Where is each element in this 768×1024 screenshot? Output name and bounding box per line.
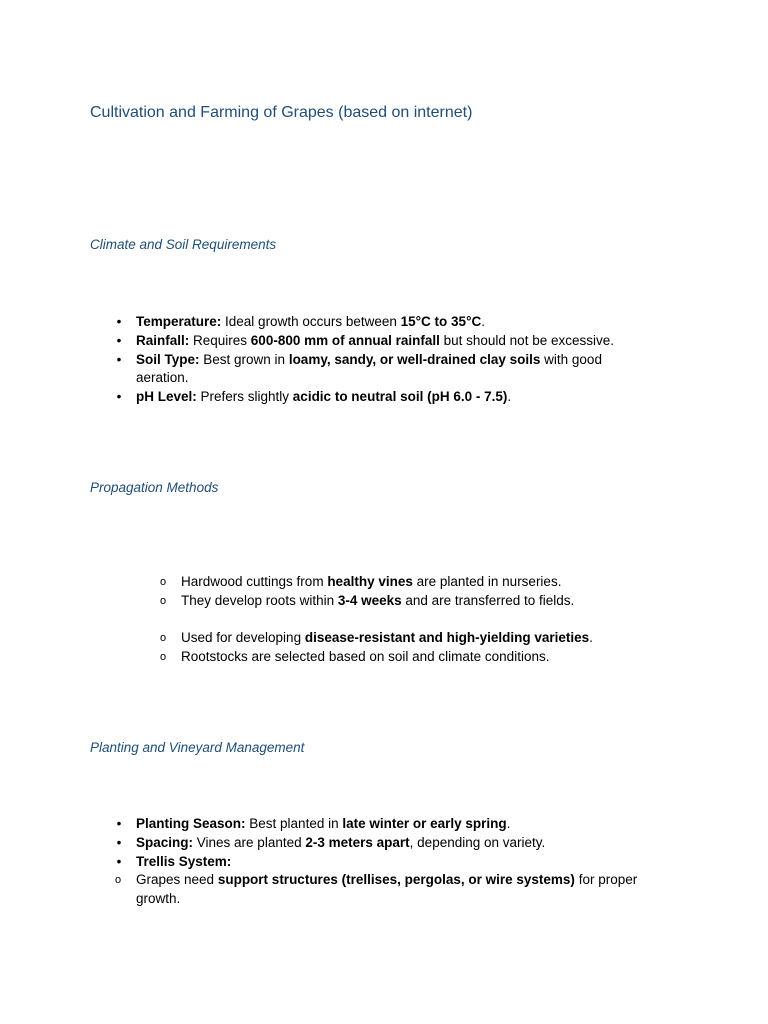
- item-text: Requires: [189, 332, 251, 348]
- item-label: Rainfall:: [136, 332, 190, 348]
- list-item-soil-type: [116, 351, 656, 389]
- item-bold-text: healthy vines: [327, 574, 413, 589]
- circle-marker: o: [159, 594, 167, 607]
- list-item-planting-season: [116, 815, 656, 834]
- bullet-marker: •: [116, 834, 122, 850]
- item-bold-text: late winter or early spring: [342, 816, 507, 831]
- list-item: [159, 592, 681, 611]
- circle-marker: o: [159, 576, 167, 588]
- bullet-marker: •: [116, 351, 122, 367]
- item-text: Ideal growth occurs between: [221, 314, 401, 329]
- list-item-spacing: [116, 834, 656, 853]
- item-bold-text: support structures (trellises, pergolas, or wire systems): [217, 872, 575, 888]
- item-text: .: [589, 630, 593, 645]
- item-text: Prefers slightly: [196, 389, 293, 405]
- item-text: .: [507, 389, 512, 405]
- section-heading-climate: Climate and Soil Requirements: [90, 237, 277, 252]
- propagation-list-2: [159, 629, 681, 667]
- item-label: Spacing:: [136, 834, 194, 850]
- item-text: are planted in nurseries.: [412, 574, 562, 589]
- planting-list: [114, 815, 656, 909]
- list-item-trellis-system: [114, 853, 656, 909]
- bullet-marker: •: [116, 853, 122, 869]
- item-bold-text: loamy, sandy, or well-drained clay soils: [288, 351, 541, 367]
- item-label: pH Level:: [136, 389, 197, 405]
- item-text: Grapes need: [136, 872, 218, 888]
- list-item: [114, 871, 656, 909]
- item-bold-text: 600-800 mm of annual rainfall: [250, 332, 440, 348]
- item-text: .: [506, 816, 511, 831]
- item-text: .: [481, 314, 485, 329]
- bullet-marker: •: [116, 816, 122, 831]
- item-label: Trellis System:: [136, 853, 232, 869]
- item-bold-text: 2-3 meters apart: [305, 834, 410, 850]
- section-heading-planting: Planting and Vineyard Management: [90, 740, 305, 755]
- item-text: , depending on variety.: [409, 834, 546, 850]
- item-text: and are transferred to fields.: [401, 592, 575, 608]
- item-text: Best grown in: [199, 351, 289, 367]
- item-bold-text: 15°C to 35°C: [400, 314, 482, 329]
- list-item: [159, 648, 681, 667]
- circle-marker: o: [114, 874, 122, 887]
- item-text: Hardwood cuttings from: [181, 574, 328, 589]
- list-item-ph-level: [116, 388, 656, 407]
- item-label: Planting Season:: [136, 816, 246, 831]
- item-bold-text: 3-4 weeks: [337, 592, 402, 608]
- bullet-marker: •: [116, 314, 122, 329]
- item-text: for proper growth.: [136, 872, 638, 907]
- list-item: [159, 629, 681, 648]
- item-text: but should not be excessive.: [439, 332, 614, 348]
- list-item-temperature: [116, 313, 656, 332]
- trellis-sub-list: [91, 871, 656, 909]
- document-title: Cultivation and Farming of Grapes (based on internet): [90, 104, 473, 121]
- bullet-marker: •: [116, 389, 122, 405]
- bullet-marker: •: [116, 332, 122, 348]
- list-item: [159, 573, 681, 592]
- item-bold-text: disease-resistant and high-yielding varieties: [304, 630, 590, 645]
- circle-marker: o: [159, 650, 167, 663]
- item-text: Best planted in: [245, 816, 343, 831]
- item-bold-text: acidic to neutral soil (pH 6.0 - 7.5): [292, 389, 508, 405]
- item-text: Vines are planted: [193, 834, 306, 850]
- circle-marker: o: [159, 632, 167, 644]
- climate-list: [116, 313, 656, 407]
- item-label: Temperature:: [136, 314, 222, 329]
- item-text: Rootstocks are selected based on soil and climate conditions.: [181, 648, 550, 664]
- propagation-list-1: [159, 573, 681, 611]
- section-heading-propagation: Propagation Methods: [90, 480, 219, 495]
- item-text: They develop roots within: [181, 592, 338, 608]
- item-text: with good aeration.: [136, 351, 602, 386]
- item-text: Used for developing: [181, 630, 305, 645]
- list-item-rainfall: [116, 332, 656, 351]
- item-label: Soil Type:: [136, 351, 200, 367]
